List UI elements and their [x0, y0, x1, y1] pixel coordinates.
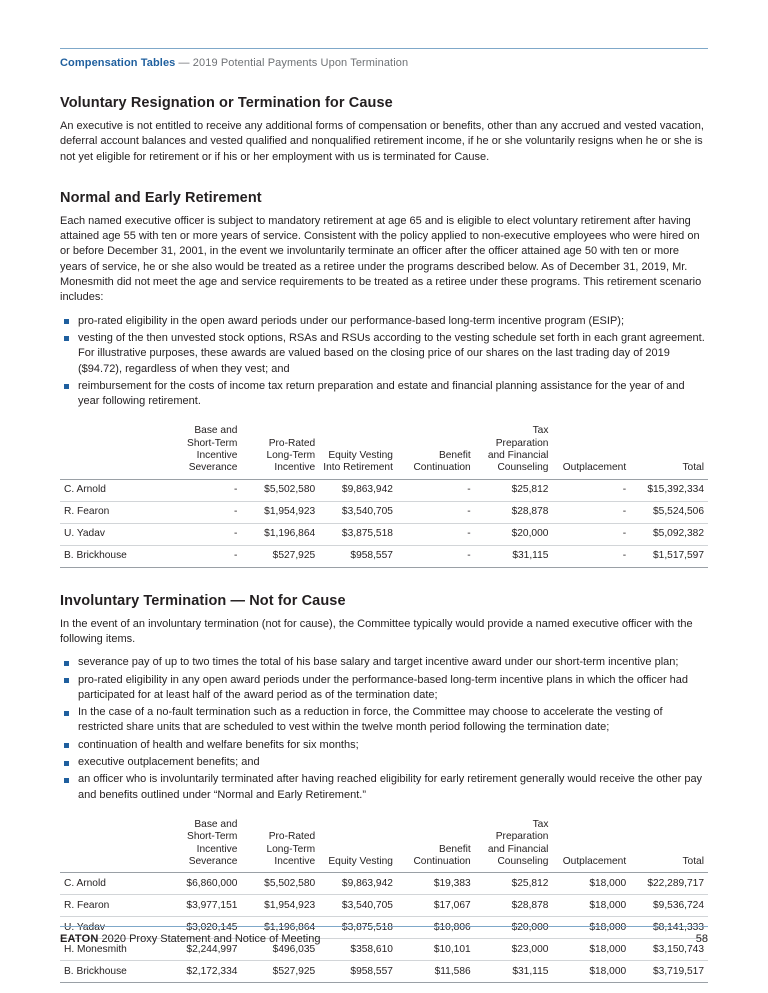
table-row — [60, 545, 708, 567]
page-footer — [60, 926, 708, 945]
column-header-equity-vesting: Equity Vesting — [319, 819, 397, 873]
table-row — [60, 479, 708, 501]
cell-tax-prep: $31,115 — [475, 545, 553, 567]
cell-base-severance: $2,244,997 — [164, 939, 242, 961]
cell-name: B. Brickhouse — [60, 545, 164, 567]
cell-benefit-continuation: - — [397, 479, 475, 501]
table-header-row — [60, 425, 708, 479]
list-item: an officer who is involuntarily terminated after having reached eligibility for early retirement generally would receive the other pay and benefits outlined under “Normal and Early Retirement.” — [60, 772, 708, 803]
cell-prorated-lti: $1,954,923 — [241, 895, 319, 917]
cell-base-severance: - — [164, 479, 242, 501]
table-involuntary-termination-payments — [60, 819, 708, 983]
cell-equity-vesting: $9,863,942 — [319, 873, 397, 895]
cell-benefit-continuation: $17,067 — [397, 895, 475, 917]
column-header-prorated-lti: Pro-Rated Long-Term Incentive — [241, 425, 319, 479]
page-header — [60, 0, 708, 70]
cell-name: R. Fearon — [60, 895, 164, 917]
bullet-list-retirement — [60, 314, 708, 410]
cell-name: C. Arnold — [60, 479, 164, 501]
cell-equity-vesting: $958,557 — [319, 961, 397, 983]
cell-prorated-lti: $496,035 — [241, 939, 319, 961]
cell-tax-prep: $25,812 — [475, 873, 553, 895]
cell-prorated-lti: $527,925 — [241, 961, 319, 983]
cell-prorated-lti: $1,196,864 — [241, 917, 319, 939]
column-header-name — [60, 819, 164, 873]
column-header-tax-prep: Tax Preparation and Financial Counseling — [475, 425, 553, 479]
cell-base-severance: - — [164, 545, 242, 567]
cell-benefit-continuation: - — [397, 545, 475, 567]
cell-name: U. Yadav — [60, 523, 164, 545]
cell-prorated-lti: $1,196,864 — [241, 523, 319, 545]
cell-prorated-lti: $5,502,580 — [241, 873, 319, 895]
cell-prorated-lti: $527,925 — [241, 545, 319, 567]
cell-base-severance: - — [164, 523, 242, 545]
table-header-row — [60, 819, 708, 873]
cell-tax-prep: $20,000 — [475, 523, 553, 545]
column-header-equity-vesting: Equity Vesting Into Retirement — [319, 425, 397, 479]
column-header-benefit-continuation: Benefit Continuation — [397, 425, 475, 479]
cell-benefit-continuation: $10,101 — [397, 939, 475, 961]
cell-total: $5,524,506 — [630, 501, 708, 523]
cell-name: R. Fearon — [60, 501, 164, 523]
cell-base-severance: $2,172,334 — [164, 961, 242, 983]
cell-benefit-continuation: $10,806 — [397, 917, 475, 939]
list-item: pro-rated eligibility in the open award periods under our performance-based long-term incentive program (ESIP); — [60, 314, 708, 329]
column-header-outplacement: Outplacement — [552, 425, 630, 479]
table-row — [60, 961, 708, 983]
cell-outplacement: - — [552, 545, 630, 567]
list-item: continuation of health and welfare benefits for six months; — [60, 738, 708, 753]
cell-name: C. Arnold — [60, 873, 164, 895]
cell-base-severance: $6,860,000 — [164, 873, 242, 895]
column-header-base-severance: Base and Short-Term Incentive Severance — [164, 425, 242, 479]
column-header-benefit-continuation: Benefit Continuation — [397, 819, 475, 873]
list-item: executive outplacement benefits; and — [60, 755, 708, 770]
cell-tax-prep: $28,878 — [475, 895, 553, 917]
section-title-involuntary-termination: Involuntary Termination — Not for Cause — [60, 592, 346, 609]
table-retirement-payments — [60, 425, 708, 567]
cell-equity-vesting: $3,875,518 — [319, 523, 397, 545]
cell-outplacement: $18,000 — [552, 895, 630, 917]
table-row — [60, 895, 708, 917]
cell-base-severance: $3,977,151 — [164, 895, 242, 917]
table-row — [60, 523, 708, 545]
cell-name: B. Brickhouse — [60, 961, 164, 983]
column-header-base-severance: Base and Short-Term Incentive Severance — [164, 819, 242, 873]
cell-equity-vesting: $358,610 — [319, 939, 397, 961]
cell-equity-vesting: $958,557 — [319, 545, 397, 567]
cell-total: $9,536,724 — [630, 895, 708, 917]
cell-outplacement: $18,000 — [552, 961, 630, 983]
section-title-normal-early-retirement: Normal and Early Retirement — [60, 189, 262, 206]
list-item: pro-rated eligibility in any open award periods under the performance-based long-term incentive plans in which the officer had participated for at least half of the award period as of the termination date; — [60, 673, 708, 704]
table-row — [60, 873, 708, 895]
column-header-total: Total — [630, 819, 708, 873]
cell-total: $1,517,597 — [630, 545, 708, 567]
header-section-label: Compensation Tables — [60, 57, 176, 69]
cell-benefit-continuation: $19,383 — [397, 873, 475, 895]
cell-outplacement: - — [552, 501, 630, 523]
cell-equity-vesting: $3,540,705 — [319, 895, 397, 917]
footer-divider — [60, 926, 708, 927]
cell-prorated-lti: $1,954,923 — [241, 501, 319, 523]
list-item: reimbursement for the costs of income tax return preparation and estate and financial planning assistance for the year of and year following retirement. — [60, 379, 708, 410]
cell-total: $22,289,717 — [630, 873, 708, 895]
list-item: vesting of the then unvested stock options, RSAs and RSUs according to the vesting schedule set forth in each grant agreement. For illustrative purposes, these awards are valued based on the closing price of our shares on the last trading day of 2019 ($94.72), regardless of when they vest; and — [60, 331, 708, 377]
section-paragraph-normal-early-retirement: Each named executive officer is subject to mandatory retirement at age 65 and is eligible to elect voluntary retirement after having attained age 55 with ten or more years of service. Consistent with the policy applied to non-executive employees who were hired on or before December 31, 2001, in the event we involuntarily terminate an officer after the officer attained age 50 with ten or more years of service, he or she also would be treated as a retiree under the programs described below. As of December 31, 2019, Mr. Monesmith did not meet the age and service requirements to be treated as a retiree under these programs. This retirement scenario includes: — [60, 214, 702, 304]
column-header-total: Total — [630, 425, 708, 479]
section-paragraph-voluntary-resignation: An executive is not entitled to receive any additional forms of compensation or benefits, other than any accrued and vested vacation, deferral account balances and vested qualified and nonqualified retirement income, if he or she voluntarily resigns when he or she is not yet eligible for retirement or if his or her employment with us is terminated for Cause. — [60, 120, 704, 163]
section-title-voluntary-resignation: Voluntary Resignation or Termination for Cause — [60, 95, 393, 111]
header-section-subtitle: — 2019 Potential Payments Upon Termination — [175, 57, 409, 69]
cell-base-severance: $3,020,145 — [164, 917, 242, 939]
cell-total: $15,392,334 — [630, 479, 708, 501]
footer-document-title: 2020 Proxy Statement and Notice of Meeting — [98, 933, 321, 945]
cell-equity-vesting: $9,863,942 — [319, 479, 397, 501]
cell-benefit-continuation: $11,586 — [397, 961, 475, 983]
page-number: 58 — [695, 933, 708, 945]
cell-total: $3,719,517 — [630, 961, 708, 983]
cell-outplacement: $18,000 — [552, 939, 630, 961]
header-breadcrumb — [60, 56, 708, 70]
cell-prorated-lti: $5,502,580 — [241, 479, 319, 501]
column-header-prorated-lti: Pro-Rated Long-Term Incentive — [241, 819, 319, 873]
cell-tax-prep: $28,878 — [475, 501, 553, 523]
cell-total: $8,141,333 — [630, 917, 708, 939]
column-header-outplacement: Outplacement — [552, 819, 630, 873]
cell-benefit-continuation: - — [397, 501, 475, 523]
cell-tax-prep: $25,812 — [475, 479, 553, 501]
cell-tax-prep: $31,115 — [475, 961, 553, 983]
cell-equity-vesting: $3,540,705 — [319, 501, 397, 523]
cell-outplacement: $18,000 — [552, 873, 630, 895]
cell-equity-vesting: $3,875,518 — [319, 917, 397, 939]
cell-outplacement: - — [552, 523, 630, 545]
bullet-list-involuntary — [60, 655, 708, 803]
cell-tax-prep: $23,000 — [475, 939, 553, 961]
section-paragraph-involuntary-termination: In the event of an involuntary termination (not for cause), the Committee typically would provide a named executive officer with the following items. — [60, 617, 693, 645]
column-header-name — [60, 425, 164, 479]
company-name: EATON — [60, 933, 99, 945]
list-item: severance pay of up to two times the total of his base salary and target incentive award under our short-term incentive plan; — [60, 655, 708, 670]
cell-base-severance: - — [164, 501, 242, 523]
cell-name: U. Yadav — [60, 917, 164, 939]
cell-total: $5,092,382 — [630, 523, 708, 545]
header-divider — [60, 48, 708, 49]
cell-outplacement: - — [552, 479, 630, 501]
cell-name: H. Monesmith — [60, 939, 164, 961]
column-header-tax-prep: Tax Preparation and Financial Counseling — [475, 819, 553, 873]
cell-tax-prep: $20,000 — [475, 917, 553, 939]
list-item: In the case of a no-fault termination such as a reduction in force, the Committee may choose to accelerate the vesting of restricted share units that are scheduled to vest within the twelve month period following the termination date; — [60, 705, 708, 736]
cell-total: $3,150,743 — [630, 939, 708, 961]
cell-outplacement: $18,000 — [552, 917, 630, 939]
cell-benefit-continuation: - — [397, 523, 475, 545]
footer-text — [60, 933, 320, 945]
table-row — [60, 501, 708, 523]
